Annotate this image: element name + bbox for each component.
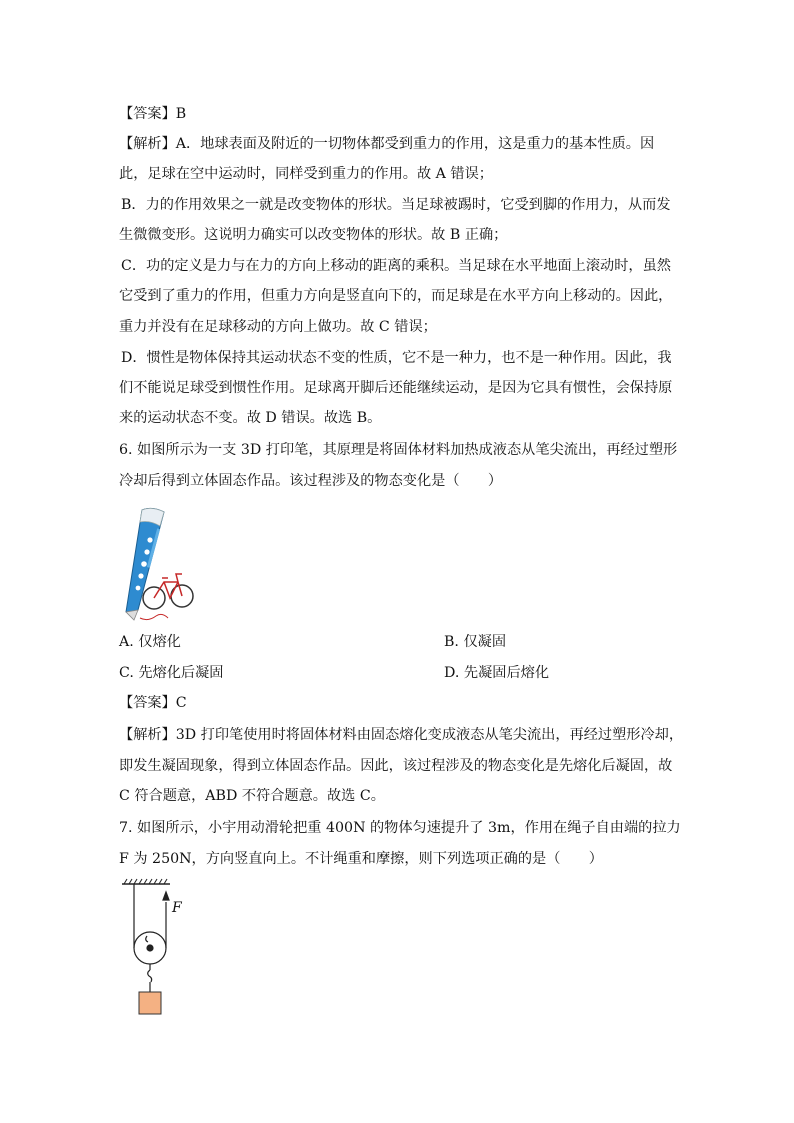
3d-printing-pen-figure [112,506,198,626]
q5-analysis-line: D．惯性是物体保持其运动状态不变的性质，它不是一种力，也不是一种作用。因此，我 [121,350,672,366]
option-a: A. 仅熔化 [119,634,181,650]
force-arrow-icon [163,892,169,900]
weight-block [139,992,161,1014]
q5-analysis-line: 来的运动状态不变。故 D 错误。故选 B。 [119,410,382,426]
q6-stem-line: 冷却后得到立体固态作品。该过程涉及的物态变化是（ ） [119,473,503,489]
q5-analysis-line: 重力并没有在足球移动的方向上做功。故 C 错误； [119,319,437,335]
q5-analysis-line: 此，足球在空中运动时，同样受到重力的作用。故 A 错误； [119,166,493,182]
option-c: C. 先熔化后凝固 [119,665,224,681]
q6-analysis-line: 【解析】3D 打印笔使用时将固体材料由固态熔化变成液态从笔尖流出，再经过塑形冷却， [119,727,684,743]
q6-analysis-line: C 符合题意，ABD 不符合题意。故选 C。 [119,788,385,804]
q5-analysis-line: 生微微变形。这说明力确实可以改变物体的形状。故 B 正确； [119,227,508,243]
q5-answer: 【答案】B [119,106,187,122]
q6-analysis-line: 即发生凝固现象，得到立体固态作品。因此，该过程涉及的物态变化是先熔化后凝固，故 [119,758,673,774]
q5-analysis-line: 们不能说足球受到惯性作用。足球离开脚后还能继续运动，是因为它具有惯性，会保持原 [119,380,673,396]
pulley-diagram [118,878,190,1018]
q5-analysis-line: C．功的定义是力与在力的方向上移动的距离的乘积。当足球在水平地面上滚动时，虽然 [121,258,671,274]
q6-answer: 【答案】C [119,695,187,711]
q5-analysis-line: B．力的作用效果之一就是改变物体的形状。当足球被踢时，它受到脚的作用力，从而发 [121,197,671,213]
option-d: D. 先凝固后熔化 [444,665,550,681]
q6-stem-line: 6. 如图所示为一支 3D 打印笔，其原理是将固体材料加热成液态从笔尖流出，再经过塑形 [119,442,678,458]
ceiling-icon [122,879,170,884]
q5-analysis-line: 【解析】A．地球表面及附近的一切物体都受到重力的作用，这是重力的基本性质。因 [119,136,655,152]
q7-stem-line: 7. 如图所示，小宇用动滑轮把重 400N 的物体匀速提升了 3m，作用在绳子自由端的拉力 [119,820,681,836]
movable-pulley-icon [134,884,166,992]
q5-analysis-line: 它受到了重力的作用，但重力方向是竖直向下的，而足球是在水平方向上移动的。因此， [119,288,673,304]
q7-stem-line: F 为 250N，方向竖直向上。不计绳重和摩擦，则下列选项正确的是（ ） [119,851,603,867]
bicycle-icon [140,574,193,620]
force-label: F [172,900,182,916]
option-b: B. 仅凝固 [444,634,507,650]
